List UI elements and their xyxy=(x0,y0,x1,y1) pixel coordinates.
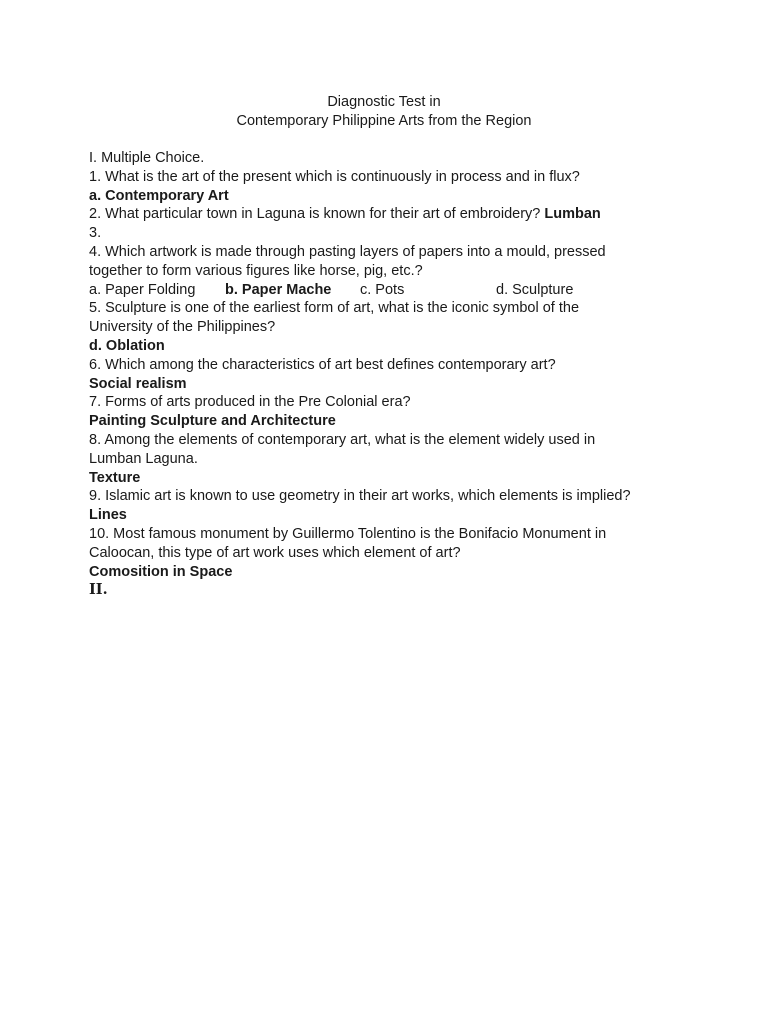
section-heading-multiple-choice: I. Multiple Choice. xyxy=(89,150,205,166)
question-4-line-2: together to form various figures like horse, pig, etc.? xyxy=(89,262,423,279)
question-6: 6. Which among the characteristics of art best defines contemporary art? xyxy=(89,356,556,373)
question-10-line-2: Caloocan, this type of art work uses which element of art? xyxy=(89,544,461,561)
question-7: 7. Forms of arts produced in the Pre Colonial era? xyxy=(89,394,411,411)
section-heading-ii: II. xyxy=(89,581,108,599)
question-4-choices xyxy=(89,281,679,300)
answer-9: Lines xyxy=(89,507,127,524)
answer-8: Texture xyxy=(89,469,141,486)
answer-5: d. Oblation xyxy=(89,337,165,354)
choice-d: d. Sculpture xyxy=(496,281,574,298)
question-10-line-1: 10. Most famous monument by Guillermo Tolentino is the Bonifacio Monument in xyxy=(89,525,607,542)
answer-1: a. Contemporary Art xyxy=(89,187,229,204)
title-line-1: Diagnostic Test in xyxy=(327,94,441,110)
question-5-line-1: 5. Sculpture is one of the earliest form of art, what is the iconic symbol of the xyxy=(89,300,580,317)
title-line-2: Contemporary Philippine Arts from the Region xyxy=(236,113,532,129)
answer-6: Social realism xyxy=(89,375,187,392)
choice-c: c. Pots xyxy=(360,281,405,298)
document-title xyxy=(0,93,768,131)
question-3: 3. xyxy=(89,225,102,242)
question-1: 1. What is the art of the present which is continuously in process and in flux? xyxy=(89,168,580,185)
choice-a: a. Paper Folding xyxy=(89,281,196,298)
answer-7: Painting Sculpture and Architecture xyxy=(89,413,336,430)
question-4-line-1: 4. Which artwork is made through pasting layers of papers into a mould, pressed xyxy=(89,243,606,260)
answer-10: Comosition in Space xyxy=(89,563,233,580)
choice-b: b. Paper Mache xyxy=(225,281,332,298)
question-2-text: 2. What particular town in Laguna is known for their art of embroidery? xyxy=(89,206,545,223)
question-9: 9. Islamic art is known to use geometry in their art works, which elements is implied? xyxy=(89,488,631,505)
question-2 xyxy=(89,205,679,224)
question-8-line-2: Lumban Laguna. xyxy=(89,450,198,467)
answer-2: Lumban xyxy=(544,206,601,223)
question-8-line-1: 8. Among the elements of contemporary art, what is the element widely used in xyxy=(89,431,596,448)
question-5-line-2: University of the Philippines? xyxy=(89,319,276,336)
document-body xyxy=(89,149,679,600)
